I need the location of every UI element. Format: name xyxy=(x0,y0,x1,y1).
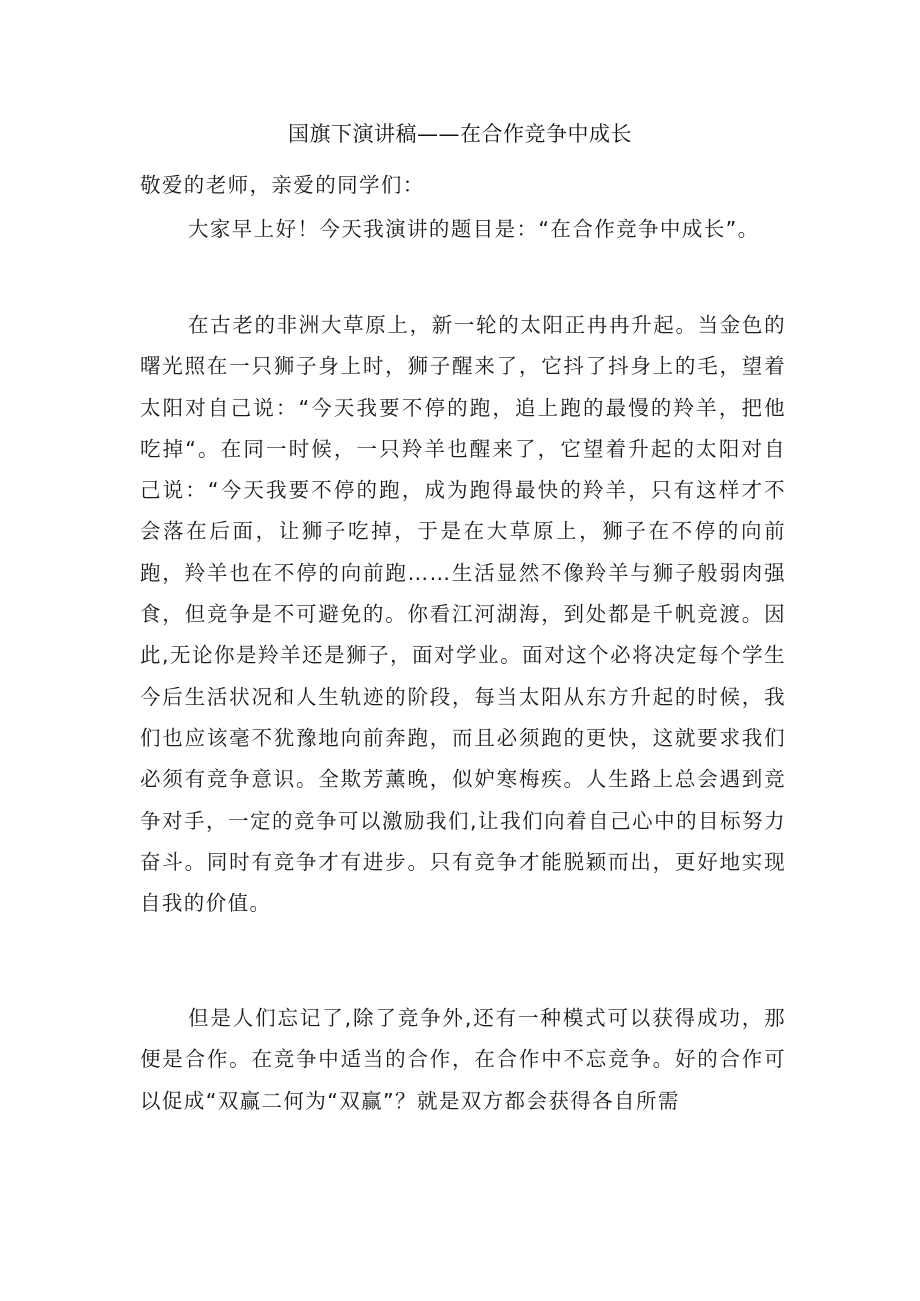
paragraph-cooperation: 但是人们忘记了,除了竞争外,还有一种模式可以获得成功，那便是合作。在竞争中适当的合作，在合作中不忘竞争。好的合作可以促成“双赢二何为“双赢”？就是双方都会获得各自所需 xyxy=(140,1006,786,1113)
paragraph-lion-antelope: 在古老的非洲大草原上，新一轮的太阳正冉冉升起。当金色的曙光照在一只狮子身上时，狮子醒来了，它抖了抖身上的毛，望着太阳对自己说：“今天我要不停的跑，追上跑的最慢的羚羊，把他吃掉“。在同一时候，一只羚羊也醒来了，它望着升起的太阳对自己说：“今天我要不停的跑，成为跑得最快的羚羊，只有这样才不会落在后面，让狮子吃掉，于是在大草原上，狮子在不停的向前跑，羚羊也在不停的向前跑……生活显然不像羚羊与狮子般弱肉强食，但竞争是不可避免的。你看江河湖海，到处都是千帆竞渡。因此,无论你是羚羊还是狮子，面对学业。面对这个必将决定每个学生今后生活状况和人生轨迹的阶段，每当太阳从东方升起的时候，我们也应该毫不犹豫地向前奔跑，而且必须跑的更快，这就要求我们必须有竞争意识。全欺芳薰晚，似妒寒梅疾。人生路上总会遇到竞争对手，一定的竞争可以激励我们,让我们向着自己心中的目标努力奋斗。同时有竞争才有进步。只有竞争才能脱颖而出，更好地实现自我的价值。 xyxy=(140,313,786,916)
salutation: 敬爱的老师，亲爱的同学们： xyxy=(140,173,425,197)
paragraph-greeting: 大家早上好！今天我演讲的题目是：“在合作竞争中成长”。 xyxy=(188,217,760,241)
document-title: 国旗下演讲稿——在合作竞争中成长 xyxy=(288,122,632,146)
